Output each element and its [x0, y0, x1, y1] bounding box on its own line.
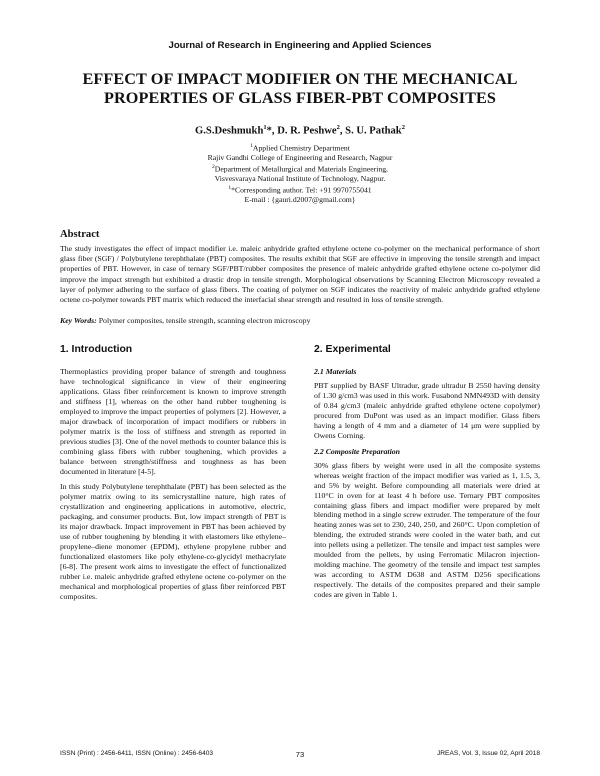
affiliations — [0, 142, 600, 204]
left-column — [60, 344, 286, 608]
affiliation-line — [0, 142, 600, 153]
author-1-mark: *, — [266, 125, 278, 137]
affiliation-sup: 1 — [228, 184, 232, 191]
author-2: D. R. Peshwe — [277, 125, 337, 137]
author-sep: , — [339, 125, 346, 137]
abstract-heading: Abstract — [60, 229, 100, 240]
affiliation-line: Rajiv Gandhi College of Engineering and Research, Nagpur — [207, 153, 393, 163]
author-2-sup: 2 — [336, 124, 340, 131]
abstract-text: The study investigates the effect of impact modifier i.e. maleic anhydride grafted ethylene octene co-polymer on the mechanical performance of short glass fiber (SGF) / Polybutylene terephthalate (PBT) composites. The results exhibit that SGF are effective in improving the tensile strength and impact properties of PBT. However, in case of ternary SGF/PBT/rubber composites the presence of maleic anhydride grafted ethylene octene co-polymer did improve the impact strength but exhibited a drastic drop in tensile strength. Morphological observations by Scanning Electron Microscopy revealed a layer of polymer adhering to the surface of glass fibers. The coating of polymer on SGF indicates the reactivity of maleic anhydride grafted ethylene octene co-polymer towards PBT matrix which reduced the interfacial shear strength and resulted in loss of tensile strength. — [60, 244, 540, 305]
title-line-2: PROPERTIES OF GLASS FIBER-PBT COMPOSITES — [103, 89, 496, 107]
intro-paragraph-2: In this study Polybutylene terephthalate (PBT) has been selected as the polymer matrix owing to its semicrystalline nature, high rates of crystallization and engineering applications in automotive, electric, packaging, and consumer products. But, low impact strength of PBT is its major drawback. Impact improvement in PBT has been achieved by use of rubber toughening by blending it with elastomers like ethylene–propylene–diene monomer (EPDM), ethylene propylene rubber and functionalized elastomers like poly ethylene-co-glycidyl methacrylate [6-8]. The present work aims to investigate the effect of functionalized rubber i.e. maleic anhydride grafted ethylene octene co-polymer on the mechanical and morphological properties of glass fiber reinforced PBT composites. — [60, 482, 286, 601]
affiliation-line: Visvesvaraya National Institute of Technology, Nagpur. — [214, 173, 386, 183]
footer-issn: ISSN (Print) : 2456-6411, ISSN (Online) : 2456-6403 — [60, 750, 214, 757]
keywords-label: Key Words: — [60, 316, 99, 325]
intro-paragraph-1: Thermoplastics providing proper balance of strength and toughness have technological significance in view of their engineering applications. Glass fiber reinforcement is known to improve strength and stiffness [1], whereas on the other hand rubber toughening is employed to improve the impact properties of polymers [2]. However, a major drawback of incorporation of impact modifiers or rubbers in polymer matrix is the loss of stiffness and strength as reported in previous studies [3]. One of the novel methods to counter balance this is combining glass fibers with rubber toughening, which provides a balance between strength/stiffness and toughness as has been documented in literature [4-5]. — [60, 367, 286, 476]
author-list — [0, 124, 600, 137]
affiliation-sup: 2 — [212, 163, 215, 170]
author-1: G.S.Deshmukh — [195, 125, 264, 137]
keywords-text: Polymer composites, tensile strength, scanning electron microscopy — [98, 316, 311, 325]
title-line-1: EFFECT OF IMPACT MODIFIER ON THE MECHANICAL — [82, 70, 518, 88]
subsection-heading-composite-preparation: 2.2 Composite Preparation — [314, 446, 400, 456]
author-3-sup: 2 — [401, 124, 405, 131]
footer-volume: JREAS, Vol. 3, Issue 02, April 2018 — [437, 750, 540, 757]
affiliation-line — [0, 184, 600, 195]
affiliation-line — [0, 163, 600, 174]
author-3: S. U. Pathak — [345, 125, 402, 137]
corresponding-author: *Corresponding author. Tel: +91 9970755041 — [231, 185, 372, 195]
author-email: E-mail : {gauri.d2007@gmail.com} — [244, 194, 356, 204]
page-number: 73 — [295, 750, 305, 759]
journal-name: Journal of Research in Engineering and Applied Sciences — [168, 40, 432, 51]
author-1-sup: 1 — [263, 124, 267, 131]
paper-title — [40, 70, 560, 108]
keywords — [60, 316, 540, 325]
section-heading-introduction: 1. Introduction — [60, 344, 133, 355]
section-heading-experimental: 2. Experimental — [314, 344, 391, 355]
subsection-heading-materials: 2.1 Materials — [314, 367, 357, 376]
affiliation-text: Department of Metallurgical and Materials Engineering, — [214, 164, 388, 174]
materials-paragraph: PBT supplied by BASF Ultradur, grade ultradur B 2550 having density of 1.30 g/cm3 was used in this work. Fusabond NMN493D with density of 0.84 g/cm3 (maleic anhydride grafted ethylene octene copolymer) procured from DuPont was used as an impact modifier. Glass fibers having a length of 4 mm and a diameter of 14 μm were supplied by Owens Corning. — [314, 381, 540, 440]
right-column — [314, 344, 540, 606]
affiliation-text: Applied Chemistry Department — [252, 143, 350, 153]
composite-preparation-paragraph: 30% glass fibers by weight were used in all the composite systems whereas weight fraction of the impact modifier was varied as 1, 1.5, 3, and 5% by weight. Before compounding all materials were dried at 110°C in oven for at least 4 h before use. Ternary PBT composites containing glass fibers and impact modifier were prepared by melt blending method in a single screw extruder. The temperature of the four heating zones was set to 230, 240, 250, and 260°C. Upon completion of blending, the extruded strands were cooled in the water bath, and cut into pellets using a pelletizer. The tensile and impact test samples were moulded from the pellets, by using Ferromatic Milacron injection-molding machine. The geometry of the tensile and impact test samples was according to ASTM D638 and ASTM D256 specifications respectively. The details of the composites prepared and their sample codes are given in Table 1. — [314, 460, 540, 600]
affiliation-sup: 1 — [250, 143, 253, 149]
